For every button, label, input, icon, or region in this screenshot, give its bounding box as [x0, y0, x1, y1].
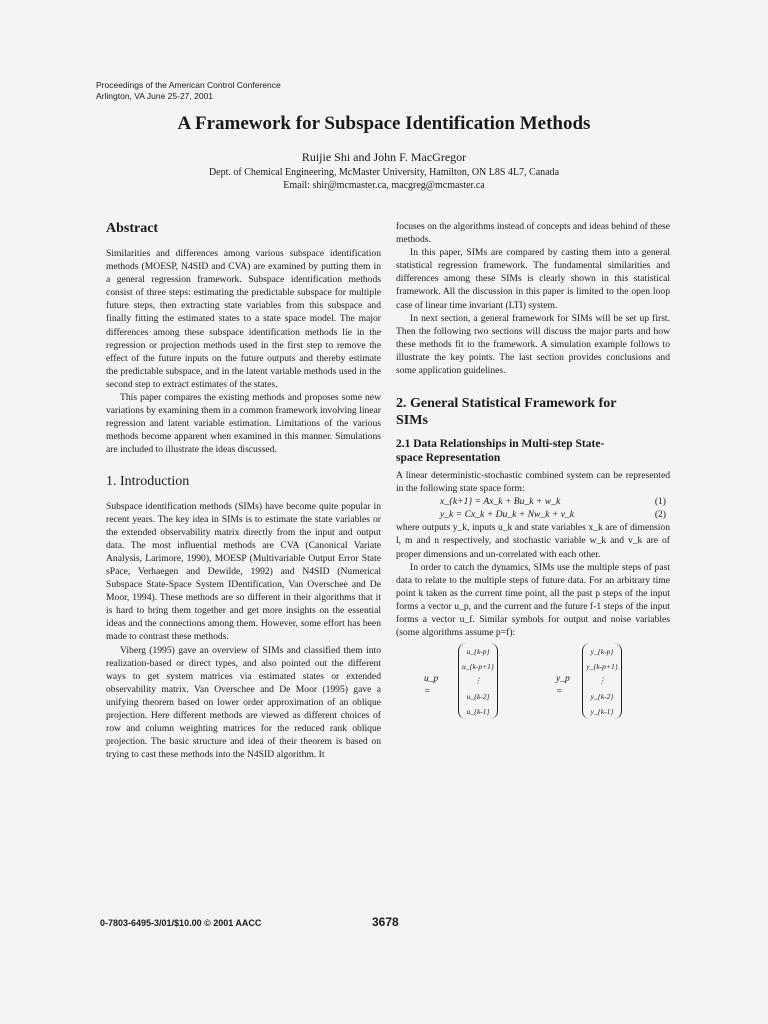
intro-paragraph-2: Viberg (1995) gave an overview of SIMs and classified them into realization-based or direct types, and also pointed out the different ways to get system matrices via estimated states or extended observability matrix. Van Overschee and De Moor (1995) gave a unifying theorem based on lower order approximation of an oblique projection. Here different methods are viewed as different choices of row and column weighting matrices for the reduced rank oblique projection. The basic structure and idea of their theorem is based on trying to cast these methods into the N4SID algorithm. It: [106, 644, 381, 761]
right-paragraph-2: In this paper, SIMs are compared by casting them into a general statistical regression framework. The fundamental similarities and differences among these SIMs is clearly shown in this statistical framework. All the discussion in this paper is limited to the open loop case of linear time invariant (LTI) system.: [396, 247, 670, 311]
section-2-paragraph-1: A linear deterministic-stochastic combined system can be represented in the following state space form:: [396, 470, 670, 495]
subsection-2-1-heading: [396, 437, 670, 465]
equation-1-number: (1): [654, 496, 666, 508]
y-past-label: y_p =: [556, 674, 570, 698]
abstract-paragraph-1: Similarities and differences among various subspace identification methods (MOESP, N4SID and CVA) are examined by putting them in a general regression framework. Subspace identification methods consist of three steps: estimating the predictable subspace for multiple future steps, then extracting state variables from this subspace and finally fitting the estimated states to a state space model. The major differences among these subspace identification methods lie in the regression or projection methods used in the first step to remove the effect of the future inputs on the future outputs and thereby estimate the predictable subspace, and in the latent variable methods used in the second step to extract estimates of the states.: [106, 248, 381, 390]
equation-1: [396, 495, 670, 508]
footer-isbn: 0-7803-6495-3/01/$10.00 © 2001 AACC: [100, 918, 262, 928]
proceedings-line-1: Proceedings of the American Control Conference: [96, 80, 281, 90]
paper-title: A Framework for Subspace Identification Methods: [177, 113, 591, 134]
right-paragraph-3: In next section, a general framework for SIMs will be set up first. Then the following two sections will discuss the major parts and how these methods fit to the framework. A simulation example follows to illustrate the key points. The last section provides conclusions and some application guidelines.: [396, 312, 670, 377]
section-2-heading-line-2: SIMs: [396, 413, 428, 429]
equation-2: [396, 508, 670, 521]
vector-element: y_{k-p+1}: [586, 662, 618, 672]
abstract-heading: Abstract: [106, 221, 159, 236]
section-2-heading: [396, 395, 670, 429]
authors: Ruijie Shi and John F. MacGregor: [301, 150, 467, 164]
vector-element: y_{k-p}: [590, 647, 614, 657]
vector-element: ⋮: [598, 676, 606, 686]
affiliation: Dept. of Chemical Engineering, McMaster University, Hamilton, ON L8S 4L7, Canada: [208, 167, 560, 178]
affiliation-block: [0, 166, 768, 192]
vector-element: u_{k-p+1}: [462, 662, 494, 672]
section-2-paragraph-2: where outputs y_k, inputs u_k and state variables x_k are of dimension l, m and n respectively, and stochastic variable w_k and v_k are of proper dimensions and un-correlated with each other.: [396, 522, 670, 560]
left-column: [106, 220, 381, 761]
equation-2-expr: y_k = Cx_k + Du_k + Nw_k + v_k: [440, 509, 575, 521]
equation-1-expr: x_{k+1} = Ax_k + Bu_k + w_k: [440, 496, 561, 508]
vector-element: u_{k-2}: [466, 692, 490, 702]
u-past-brackets: [458, 643, 498, 719]
introduction-heading: 1. Introduction: [106, 473, 190, 489]
vector-element: u_{k-p}: [466, 647, 490, 657]
right-column: [396, 220, 670, 725]
subsection-2-1-line-2: space Representation: [396, 452, 501, 465]
section-2-heading-line-1: 2. General Statistical Framework for: [396, 396, 617, 412]
section-2-paragraph-3: In order to catch the dynamics, SIMs use the multiple steps of past data to relate to the multiple steps of future data. For an arbitrary time point k taken as the current time point, all the past p steps of the input forms a vector u_p, and the current and the future f-1 steps of the input forms a vector u_f. Similar symbols for output and noise variables (some algorithms assume p=f):: [396, 561, 670, 639]
vector-element: ⋮: [474, 676, 482, 686]
u-past-label: u_p =: [424, 674, 439, 698]
equation-2-number: (2): [654, 509, 666, 521]
page-number: 3678: [372, 915, 399, 929]
vector-element: u_{k-1}: [466, 707, 490, 717]
stacked-vectors: [396, 643, 670, 725]
proceedings-line-2: Arlington, VA June 25-27, 2001: [96, 91, 214, 101]
vector-element: y_{k-2}: [590, 692, 614, 702]
subsection-2-1-line-1: 2.1 Data Relationships in Multi-step State-: [396, 438, 605, 451]
right-paragraph-1: focuses on the algorithms instead of concepts and ideas behind of these methods.: [396, 221, 670, 246]
proceedings-header: [96, 80, 281, 102]
vector-element: y_{k-1}: [590, 707, 614, 717]
intro-paragraph-1: Subspace identification methods (SIMs) have become quite popular in recent years. The key idea in SIMs is to estimate the state variables or the extended observability matrix directly from the input and output data. The most influential methods are CVA (Canonical Variate Analysis, Larimore, 1990), MOESP (Multivariable Output Error State sPace, Verhaegen and Dewilde, 1992) and N4SID (Numerical Subspace State-Space System IDentification, Van Overschee and De Moor, 1994). These methods are so different in their algorithms that it is hard to bring them together and get more insights on the essential ideas and the connections among them. However, some effort has been made to contrast these methods.: [106, 500, 381, 643]
y-past-brackets: [582, 643, 622, 719]
email: Email: shir@mcmaster.ca, macgreg@mcmaster.ca: [283, 180, 485, 191]
abstract-paragraph-2: This paper compares the existing methods and proposes some new variations by examining them in a common framework involving linear regression and latent variable estimation. Limitations of the various methods become apparent when examined in this manner. Simulations are included to illustrate the ideas discussed.: [106, 392, 381, 456]
